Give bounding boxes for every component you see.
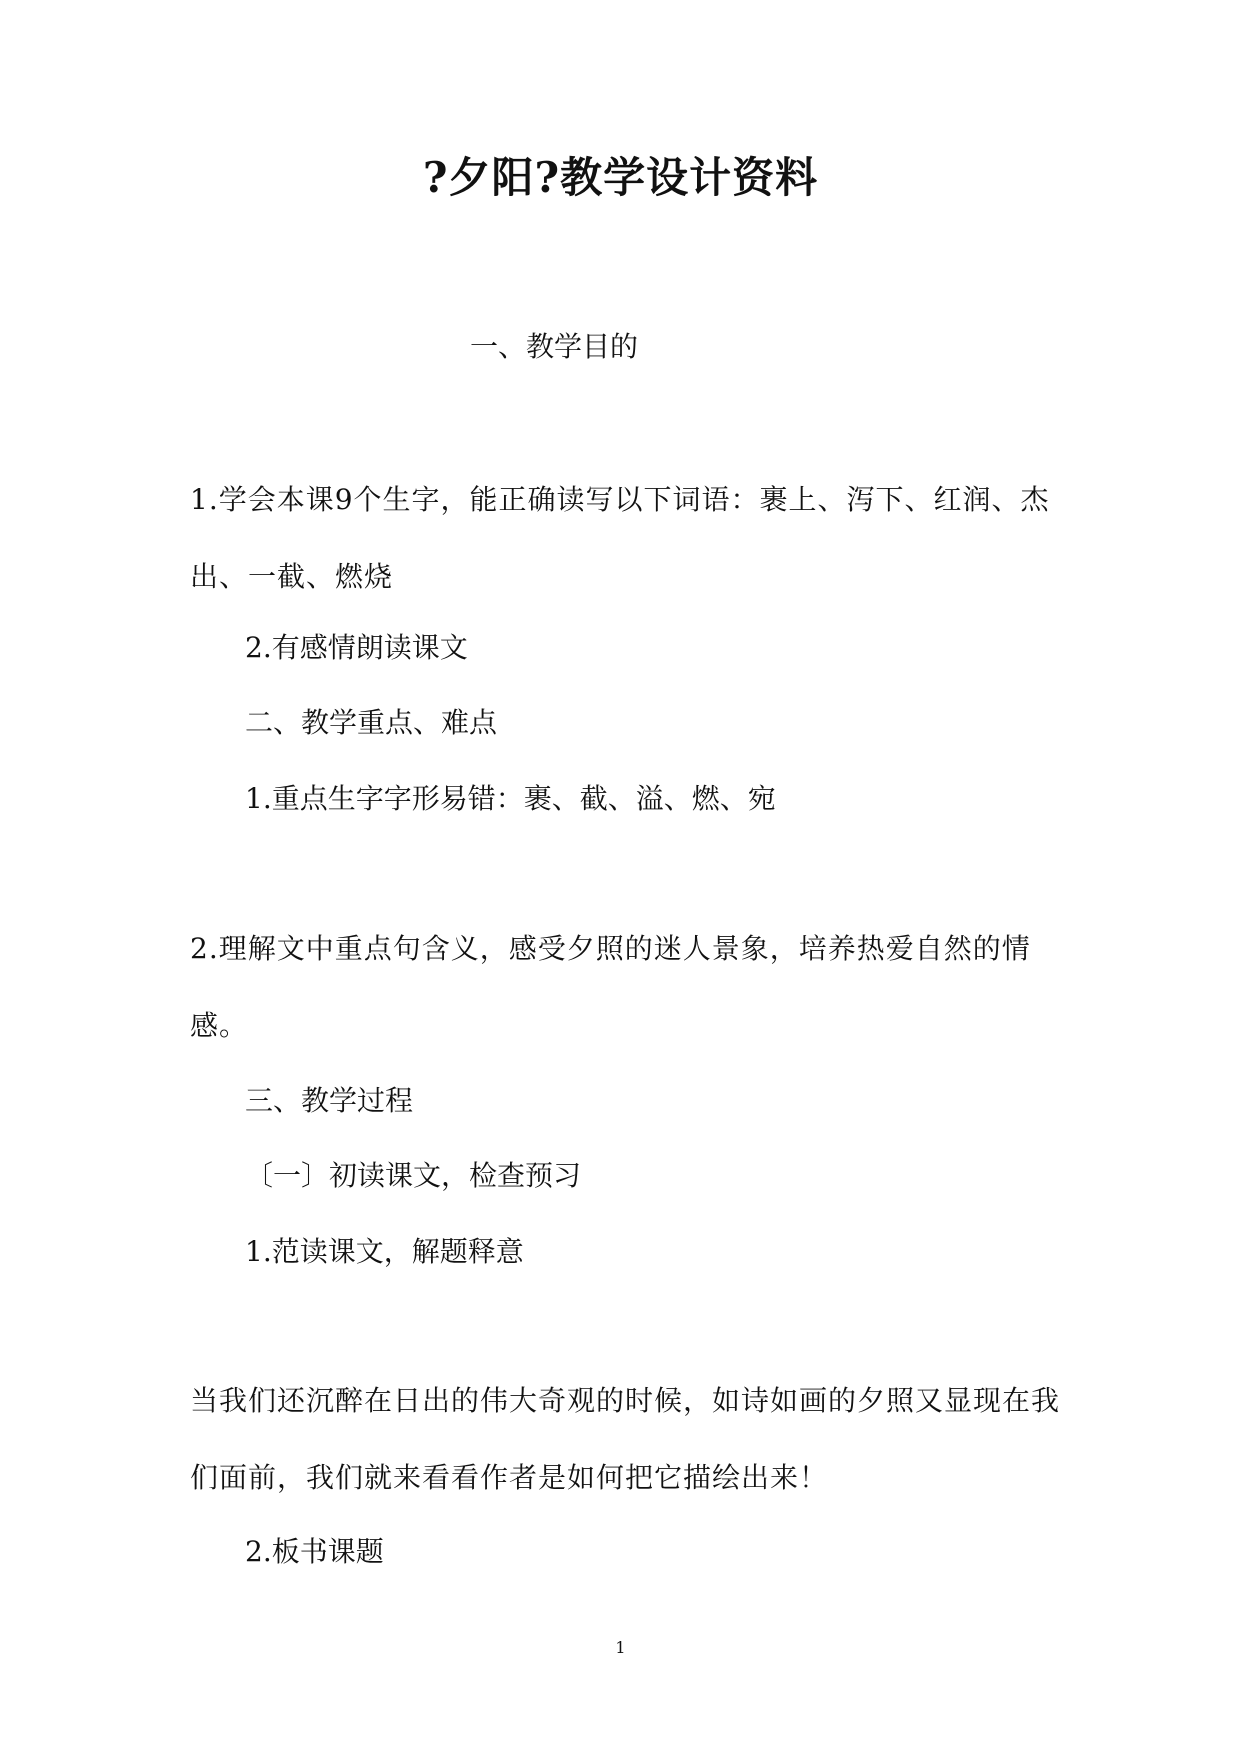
section-heading-process: 三、教学过程	[245, 1084, 414, 1117]
paragraph-key-point-1: 1.重点生字字形易错：裹、截、溢、燃、宛	[245, 782, 776, 815]
paragraph-step-1: 1.范读课文，解题释意	[245, 1235, 524, 1268]
document-title: ?夕阳?教学设计资料	[422, 153, 819, 202]
paragraph-objective-1: 1.学会本课9个生字，能正确读写以下词语：裹上、泻下、红润、杰出、一截、燃烧	[190, 483, 1050, 593]
paragraph-introduction: 当我们还沉醉在日出的伟大奇观的时候，如诗如画的夕照又显现在我们面前，我们就来看看作者是如何把它描绘出来！	[190, 1384, 1061, 1494]
section-heading-objectives: 一、教学目的	[470, 330, 639, 363]
paragraph-step-2: 2.板书课题	[245, 1535, 384, 1568]
paragraph-objective-2: 2.有感情朗读课文	[245, 631, 468, 664]
subsection-heading-first-reading: 〔一〕初读课文，检查预习	[245, 1159, 582, 1192]
paragraph-key-point-2: 2.理解文中重点句含义，感受夕照的迷人景象，培养热爱自然的情感。	[190, 932, 1031, 1042]
page-number: 1	[615, 1638, 626, 1657]
section-heading-key-points: 二、教学重点、难点	[245, 706, 498, 739]
